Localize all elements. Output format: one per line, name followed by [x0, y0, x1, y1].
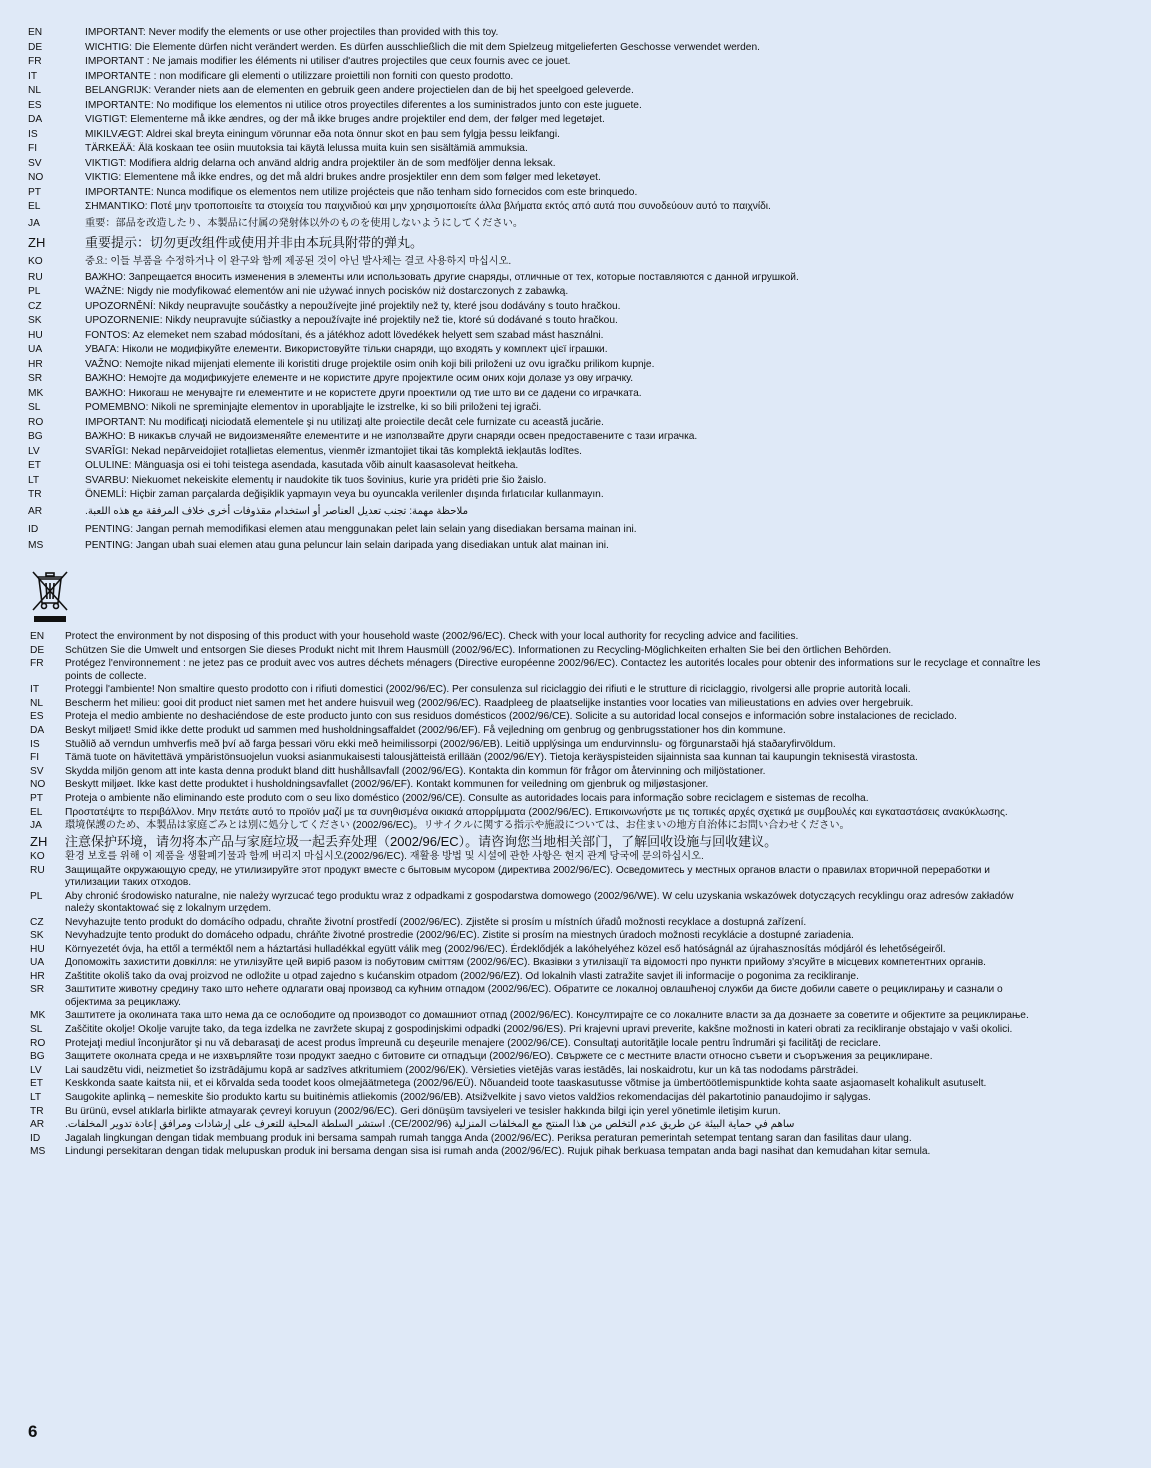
page-number: 6 [28, 1422, 38, 1441]
warning-row-text: ВАЖНО: Немојте да модификујете елементе и не користите друге пројектиле осим оних који долазе уз ову играчку. [85, 373, 634, 384]
language-code: FI [30, 752, 40, 764]
language-code: EL [28, 201, 41, 212]
language-code: SL [30, 1024, 43, 1036]
environment-row-text: Защитете околната среда и не изхвърляйте този продукт заедно с битовите си отпадъци (2002/96/EO). Свържете се с местните власти относно съвети и съоръжения за рециклиране. [65, 1051, 933, 1063]
language-code: PT [28, 186, 42, 198]
warning-row-sr [28, 372, 1128, 387]
environment-row-text: Nevyhazujte tento produkt do domácího odpadu, chraňte životní prostředí (2002/96/EC). Zjistěte si prosím u místních úřadů možnosti recyklace a dostupná zařízení. [65, 916, 807, 928]
environment-row-text: Lai saudzētu vidi, neizmetiet šo izstrādājumu kopā ar sadzīves atkritumiem (2002/96/EK). Vērsieties vietējās varas iestādēs, lai noskaidrotu, kur un kā tas nododams pārstrādei. [65, 1064, 859, 1076]
warning-row-text: ВАЖНО: Никогаш не менувајте ги елементите и не користете други проектили од тие што ви се дадени со играчката. [85, 387, 642, 399]
language-code: RO [28, 416, 44, 428]
warning-row-text: WAŻNE: Nigdy nie modyfikować elementów ani nie używać innych pocisków niż dostarczonych z zabawką. [85, 286, 569, 297]
environment-row-ua [30, 957, 1045, 969]
environment-row-sl [30, 1024, 1045, 1036]
environment-row-text: Proteja o ambiente não eliminando este produto com o seu lixo doméstico (2002/96/CE). Consulte as autoridades locais para informação sobre reciclagem e sistemas de recolha. [65, 792, 869, 804]
language-code: UA [28, 344, 43, 355]
environment-row-sk [30, 930, 1045, 942]
environment-row-text: Zaščitite okolje! Okolje varujte tako, da tega izdelka ne zavržete skupaj z gospodinjskimi odpadki (2002/96/ES). Pri krajevni upravi preverite, kakšne možnosti in kateri obrati za recikliranje obstajajo v vaši okolici. [65, 1024, 1013, 1036]
environment-list [30, 631, 1045, 1160]
language-code: LT [28, 474, 40, 486]
environment-row-no [30, 779, 1045, 791]
environment-row-text: 環境保護のため、本製品は家庭ごみとは別に処分してください (2002/96/EC)。リサイクルに関する指示や施設については、お住まいの地方自治体にお問い合わせください。 [65, 820, 850, 832]
language-code: KO [28, 255, 43, 267]
environment-row-text: Protect the environment by not disposing of this product with your household waste (2002/96/EC). Check with your local authority for recycling advice and facilities. [65, 631, 799, 642]
warning-row-text: ВАЖНО: В никакъв случай не видоизменяйте елементите и не използвайте други снаряди освен предоставените с тази играчка. [85, 431, 698, 442]
environment-row-ar [30, 1119, 1045, 1131]
warning-row-hr [28, 358, 1128, 373]
language-code: CZ [28, 300, 42, 312]
warning-row-ru [28, 271, 1128, 286]
environment-row-bg [30, 1051, 1045, 1063]
language-code: ET [28, 460, 42, 471]
warning-row-de [28, 41, 1128, 56]
language-code: BG [30, 1051, 45, 1063]
warning-row-ro [28, 416, 1128, 431]
environment-row-hr [30, 971, 1045, 983]
warning-row-text: ВАЖНО: Запрещается вносить изменения в элементы или использовать другие снаряды, отличные от тех, которые поставляются с данной игрушкой. [85, 271, 799, 283]
language-code: HR [28, 358, 43, 370]
language-code: SR [28, 373, 43, 384]
language-code: JA [30, 820, 42, 832]
environment-row-text: Proteja el medio ambiente no deshaciéndose de este producto junto con sus residuos domésticos (2002/96/CE). Solicite a su autoridad local consejos e información sobre instalaciones de reciclado. [65, 711, 957, 723]
language-code: NL [30, 697, 44, 709]
warning-row-ko [28, 253, 1128, 271]
environment-row-mk [30, 1010, 1045, 1022]
language-code: AR [28, 505, 43, 517]
language-code: BG [28, 431, 43, 442]
environment-row-text: 注意保护环境，请勿将本产品与家庭垃圾一起丢弃处理（2002/96/EC）。请咨询您当地相关部门，了解回收设施与回收建议。 [65, 833, 778, 849]
language-code: RU [28, 271, 43, 283]
language-code: SK [28, 315, 42, 326]
language-code: HR [30, 970, 45, 982]
language-code: SK [30, 930, 44, 942]
environment-row-text: Nevyhadzujte tento produkt do domáceho odpadu, chráňte životné prostredie (2002/96/EC). Zistite si prosím na miestnych úradoch možnosti recyklácie a dostupné zariadenia. [65, 930, 854, 942]
warning-row-text: ÖNEMLİ: Hiçbir zaman parçalarda değişiklik yapmayın veya bu oyuncakla verilenler dışında fırlatıcılar kullanmayın. [85, 489, 604, 500]
environment-row-text: Schützen Sie die Umwelt und entsorgen Sie dieses Produkt nicht mit Ihrem Hausmüll (2002/96/EC). Informationen zu Recycling-Möglichkeiten erhalten Sie bei den örtlichen Behörden. [65, 644, 892, 656]
warning-row-text: ملاحظة مهمة: تجنب تعديل العناصر أو استخدام مقذوفات أخرى خلاف المرفقة مع هذه اللعبة. [85, 505, 469, 517]
environment-row-de [30, 645, 1045, 657]
environment-row-ro [30, 1038, 1045, 1050]
environment-row-text: ساهم في حماية البيئة عن طريق عدم التخلص من هذا المنتج مع المخلفات المنزلية (CE/2002/96). استشر السلطة المحلية للتعرف على إرشادات ومرافق إعادة تدوير المخلفات. [65, 1119, 795, 1131]
environment-row-text: Lindungi persekitaran dengan tidak melupuskan produk ini bersama dengan sisa isi rumah anda (2002/96/EC). Rujuk pihak berkuasa tempatan anda bagi nasihat dan kemudahan kitar semula. [65, 1146, 931, 1158]
environment-row-sr [30, 984, 1045, 1009]
environment-row-text: Bu ürünü, evsel atıklarla birlikte atmayarak çevreyi koruyun (2002/96/EC). Geri dönüşüm tavsiyeleri ve tesisler hakkında bilgi için yerel yönetimle iletişim kurun. [65, 1105, 781, 1117]
warning-row-text: УВАГА: Ніколи не модифікуйте елементи. Використовуйте тільки снаряди, що входять у комплект цієї іграшки. [85, 344, 608, 355]
warning-row-text: BELANGRIJK: Verander niets aan de elementen en gebruik geen andere projectielen dan de bij het speelgoed geleverde. [85, 85, 634, 96]
environment-row-et [30, 1078, 1045, 1090]
language-code: FR [28, 56, 42, 67]
environment-row-text: Заштитете ја околината така што нема да се ослободите од производот со домашниот отпад (2002/96/EC). Консултирајте се со локалните власти за да дознаете за советите и објектите за рециклирање. [65, 1010, 1029, 1022]
warning-row-text: SVARĪGI: Nekad nepārveidojiet rotaļlietas elementus, vienmēr izmantojiet tikai tās komplektā iekļautās lodītes. [85, 445, 582, 457]
language-code: SL [28, 402, 41, 413]
warning-row-text: IMPORTANTE: No modifique los elementos ni utilice otros proyectiles diferentes a los suministrados junto con este juguete. [85, 99, 642, 111]
language-code: IS [30, 738, 40, 750]
language-code: EN [28, 27, 43, 38]
environment-row-el [30, 807, 1045, 819]
language-code: ZH [30, 833, 48, 849]
warning-row-text: VIKTIGT: Modifiera aldrig delarna och använd aldrig andra projektiler än de som medföljer denna leksak. [85, 157, 556, 169]
warning-row-text: 重要提示：切勿更改组件或使用并非由本玩具附带的弹丸。 [85, 234, 424, 250]
language-code: DA [30, 724, 45, 736]
warning-row-lv [28, 445, 1128, 460]
language-code: ZH [28, 234, 46, 250]
warning-row-mk [28, 387, 1128, 402]
language-code: ES [28, 99, 42, 111]
environment-row-text: Keskkonda saate kaitsta nii, et ei kõrvalda seda toodet koos olmejäätmetega (2002/96/EÜ). Nõuandeid toote taaskasutusse võtmise ja ümbertöötlemispunktide kohta saate asjaomaselt kohalikult asutuselt. [65, 1078, 987, 1090]
warning-list [28, 26, 1128, 553]
environment-row-text: Заштитите животну средину тако што нећете одлагати овај производ са кућним отпадом (2002/96/EC). Обратите се локалној овлашћеној служби да бисте добили савете о рециклирању и сазнали о објектима за рециклажу. [65, 984, 1003, 1008]
warning-row-text: IMPORTANT : Ne jamais modifier les éléments ni utiliser d'autres projectiles que ceux fournis avec ce jouet. [85, 56, 571, 67]
warning-row-text: PENTING: Jangan pernah memodifikasi elemen atau menggunakan pelet lain selain yang disediakan bersama mainan ini. [85, 523, 637, 535]
warning-row-es [28, 99, 1128, 114]
environment-row-pt [30, 793, 1045, 805]
warning-row-text: IMPORTANTE: Nunca modifique os elementos nem utilize projécteis que não tenham sido fornecidos com este brinquedo. [85, 186, 638, 198]
warning-row-text: WICHTIG: Die Elemente dürfen nicht verändert werden. Es dürfen ausschließlich die mit dem Spielzeug mitgelieferten Geschosse verwendet werden. [85, 41, 760, 53]
environment-row-cz [30, 917, 1045, 929]
warning-row-text: VAŽNO: Nemojte nikad mijenjati elemente ili koristiti druge projektile osim onih koji bili priloženi uz ovu igračku prilikom kupnje. [85, 358, 655, 370]
environment-row-lv [30, 1065, 1045, 1077]
warning-row-text: VIKTIG: Elementene må ikke endres, og det må aldri brukes andre prosjektiler enn dem som følger med leketøyet. [85, 172, 601, 183]
warning-row-text: MIKILVÆGT: Aldrei skal breyta einingum vörunnar eða nota önnur skot en þau sem fylgja þessu leikfangi. [85, 128, 560, 140]
language-code: HU [28, 329, 43, 341]
language-code: FR [30, 658, 44, 670]
language-code: TR [28, 489, 42, 500]
environment-row-ru [30, 865, 1045, 890]
language-code: LV [28, 445, 40, 457]
warning-row-text: SVARBU: Niekuomet nekeiskite elementų ir naudokite tik tuos šovinius, kurie yra pridėti prie šio žaislo. [85, 474, 547, 486]
warning-row-ja [28, 215, 1128, 233]
warning-row-cz [28, 300, 1128, 315]
environment-row-pl [30, 891, 1045, 916]
warning-row-text: 重要：部品を改造したり、本製品に付属の発射体以外のものを使用しないようにしてください。 [85, 217, 524, 229]
language-code: ES [30, 711, 44, 723]
warning-row-nl [28, 84, 1128, 99]
environment-row-en [30, 631, 1045, 643]
language-code: PL [30, 890, 43, 902]
warning-row-sl [28, 401, 1128, 416]
warning-row-it [28, 70, 1128, 85]
warning-row-text: POMEMBNO: Nikoli ne spreminjajte elementov in uporabljajte le izstrelke, ki so bili priloženi tej igrači. [85, 402, 542, 413]
language-code: SV [30, 765, 44, 777]
language-code: SR [30, 984, 45, 996]
environment-row-es [30, 711, 1045, 723]
language-code: RU [30, 864, 45, 876]
language-code: DE [28, 41, 43, 53]
environment-row-hu [30, 944, 1045, 956]
environment-row-text: Beskyt miljøet! Smid ikke dette produkt ud sammen med husholdningsaffaldet (2002/96/EF). Få vejledning om genbrug og genbrugsstationer hos din kommune. [65, 724, 786, 736]
language-code: ID [30, 1132, 41, 1144]
language-code: LV [30, 1064, 42, 1076]
environment-row-text: Защищайте окружающую среду, не утилизируйте этот продукт вместе с бытовым мусором (директива 2002/96/EC). Осведомитесь у местных органов власти о правилах вторичной переработки и утилизации таких отходов. [65, 864, 990, 888]
language-code: DE [30, 644, 45, 656]
environment-row-it [30, 684, 1045, 696]
warning-row-text: FONTOS: Az elemeket nem szabad módosítani, és a játékhoz adott lövedékek helyett sem szabad mást használni. [85, 329, 604, 341]
environment-row-tr [30, 1106, 1045, 1118]
warning-row-sv [28, 157, 1128, 172]
language-code: AR [30, 1119, 45, 1131]
environment-row-text: Protégez l'environnement : ne jetez pas ce produit avec vos autres déchets ménagers (Directive européenne 2002/96/EC). Contactez les autorités locales pour obtenir des informations sur le recyclage et connaître les points de collecte. [65, 658, 1041, 682]
environment-row-text: 환경 보호를 위해 이 제품을 생활폐기물과 함께 버리지 마십시오(2002/96/EC). 재활용 방법 및 시설에 관한 사항은 현지 관계 당국에 문의하십시오. [65, 850, 704, 862]
environment-row-da [30, 725, 1045, 737]
language-code: ID [28, 523, 39, 535]
language-code: TR [30, 1105, 44, 1117]
environment-row-is [30, 739, 1045, 751]
warning-row-ua [28, 343, 1128, 358]
warning-row-tr [28, 488, 1128, 503]
environment-row-text: Protejaţi mediul înconjurător şi nu vă debarasaţi de acest produs împreună cu deşeurile menajere (2002/96/CE). Consultaţi autorităţile locale pentru îndrumări şi facilităţi de reciclare. [65, 1037, 881, 1049]
warning-row-text: 중요: 이들 부품을 수정하거나 이 완구와 함께 제공된 것이 아닌 발사체는 결코 사용하지 마십시오. [85, 255, 512, 267]
language-code: IT [30, 684, 40, 696]
warning-row-hu [28, 329, 1128, 344]
language-code: LT [30, 1092, 42, 1104]
environment-row-id [30, 1133, 1045, 1145]
warning-row-text: IMPORTANT: Never modify the elements or use other projectiles than provided with this toy. [85, 27, 499, 38]
language-code: NO [30, 779, 46, 791]
environment-row-nl [30, 698, 1045, 710]
warning-row-et [28, 459, 1128, 474]
warning-row-text: PENTING: Jangan ubah suai elemen atau guna peluncur lain selain daripada yang disediakan untuk alat mainan ini. [85, 539, 609, 551]
environment-row-text: Bescherm het milieu: gooi dit product niet samen met het andere huisvuil weg (2002/96/EC). Raadpleeg de plaatselijke instanties voor locaties van milieustations en advies over hergebruik. [65, 697, 914, 709]
language-code: HU [30, 943, 45, 955]
environment-row-ms [30, 1146, 1045, 1158]
warning-row-no [28, 171, 1128, 186]
language-code: MS [28, 539, 44, 551]
environment-row-fr [30, 658, 1045, 683]
environment-row-text: Tämä tuote on hävitettävä ympäristönsuojelun vuoksi asianmukaisesti talousjätteistä erillään (2002/96/EY). Tietoja keräyspisteiden sijainnista saa kunnan tai kaupungin teknisestä virastosta. [65, 752, 918, 764]
environment-row-sv [30, 766, 1045, 778]
warning-row-fr [28, 55, 1128, 70]
language-code: ET [30, 1078, 44, 1090]
language-code: KO [30, 850, 45, 862]
language-code: FI [28, 143, 38, 154]
warning-row-text: UPOZORNĚNÍ: Nikdy neupravujte součástky a nepoužívejte jiné projektily než ty, které jsou dodávány s touto hračkou. [85, 300, 621, 312]
language-code: EL [30, 806, 43, 818]
warning-row-fi [28, 142, 1128, 157]
language-code: MK [28, 387, 44, 399]
warning-row-ms [28, 539, 1128, 554]
environment-row-lt [30, 1092, 1045, 1104]
environment-row-fi [30, 752, 1045, 764]
language-code: PL [28, 286, 41, 297]
language-code: CZ [30, 916, 44, 928]
language-code: UA [30, 957, 45, 969]
warning-row-text: IMPORTANT: Nu modificaţi niciodată elementele şi nu utilizaţi alte proiectile decât cele furnizate cu această jucărie. [85, 416, 604, 428]
warning-row-lt [28, 474, 1128, 489]
environment-row-text: Jagalah lingkungan dengan tidak membuang produk ini bersama sampah rumah tangga Anda (2002/96/EC). Periksa peraturan pemerintah setempat tentang saran dan fasilitas daur ulang. [65, 1132, 912, 1144]
environment-row-ko [30, 851, 1045, 863]
warning-row-text: UPOZORNENIE: Nikdy neupravujte súčiastky a nepoužívajte iné projektily než tie, ktoré sú dodávané s touto hračkou. [85, 315, 618, 326]
warning-row-text: VIGTIGT: Elementerne må ikke ændres, og der må ikke bruges andre projektiler end dem, der følger med legetøjet. [85, 114, 605, 125]
environment-row-text: Допоможіть захистити довкілля: не утилізуйте цей виріб разом із побутовим сміттям (2002/96/EC). Вказівки з утилізації та відомості про пункти прийому з'ясуйте в місцевих компетентних органів. [65, 957, 986, 969]
environment-row-text: Proteggi l'ambiente! Non smaltire questo prodotto con i rifiuti domestici (2002/96/EC). Per consulenza sul riciclaggio dei rifiuti e le strutture di riciclaggio, rivolgersi alle proprie autorità locali. [65, 684, 911, 696]
warning-row-text: TÄRKEÄÄ: Älä koskaan tee osiin muutoksia tai käytä lelussa muita kuin sen sisältämiä ammuksia. [85, 143, 528, 154]
warning-row-sk [28, 314, 1128, 329]
environment-row-text: Stuðlið að verndun umhverfis með því að farga þessari vöru ekki með heimilissorpi (2002/96/EB). Leitið upplýsinga um endurvinnslu- og förgunarstaði hjá staðaryfirvöldum. [65, 738, 836, 750]
language-code: PT [30, 792, 44, 804]
language-code: MS [30, 1146, 46, 1158]
environment-row-text: Környezetét óvja, ha ettől a terméktől nem a háztartási hulladékkal együtt válik meg (2002/96/EC). Érdeklődjék a lakóhelyéhez közel eső hatóságnál az újrahasznosítás módjáról és lehetőségeiről. [65, 943, 946, 955]
language-code: SV [28, 157, 42, 169]
environment-row-text: Beskytt miljøet. Ikke kast dette produktet i husholdningsavfallet (2002/96/EF). Kontakt kommunen for veiledning om gjenbruk og miljøstasjoner. [65, 779, 709, 791]
language-code: DA [28, 114, 43, 125]
environment-row-text: Προστατέψτε το περιβάλλον. Μην πετάτε αυτό το προϊόν μαζί με τα συνηθισμένα οικιακά απορρίμματα (2002/96/EC). Επικοινωνήστε με τις τοπικές αρχές σχετικά με συμβουλές και εγκαταστάσεις ανακύκλωσης. [65, 806, 1008, 818]
environment-row-ja [30, 820, 1045, 832]
language-code: JA [28, 217, 40, 229]
language-code: NO [28, 172, 44, 183]
warning-row-pl [28, 285, 1128, 300]
language-code: EN [30, 631, 45, 642]
language-code: MK [30, 1010, 46, 1022]
warning-row-bg [28, 430, 1128, 445]
language-code: RO [30, 1037, 46, 1049]
warning-row-text: ΣΗΜΑΝΤΙΚΟ: Ποτέ μην τροποποιείτε τα στοιχεία του παιχνιδιού και μην χρησιμοποιείτε άλλα βλήματα εκτός από αυτά που συνοδεύουν αυτό το παιχνίδι. [85, 201, 771, 212]
warning-row-ar [28, 503, 1128, 521]
warning-row-is [28, 128, 1128, 143]
warning-row-da [28, 113, 1128, 128]
warning-row-text: OLULINE: Mänguasja osi ei tohi teistega asendada, kasutada võib ainult kaasasolevat heitkeha. [85, 460, 519, 471]
language-code: IS [28, 128, 38, 140]
environment-row-text: Saugokite aplinką – nemeskite šio produkto kartu su buitinėmis atliekomis (2002/96/EB). Atsižvelkite į savo vietos valdžios rekomendacijas dėl pakartotinio panaudojimo ir sąlygas. [65, 1092, 871, 1104]
warning-row-en [28, 26, 1128, 41]
warning-row-text: IMPORTANTE : non modificare gli elementi o utilizzare proiettili non forniti con questo prodotto. [85, 70, 514, 82]
language-code: IT [28, 70, 38, 82]
environment-row-text: Aby chronić środowisko naturalne, nie należy wyrzucać tego produktu wraz z odpadkami z gospodarstwa domowego (2002/96/WE). W celu uzyskania wskazówek dotyczących recyklingu oraz adresów zakładów należy skontaktować się z lokalnym urzędem. [65, 890, 1014, 914]
language-code: NL [28, 85, 42, 96]
warning-row-pt [28, 186, 1128, 201]
warning-row-zh [28, 233, 1128, 253]
warning-row-el [28, 200, 1128, 215]
crossed-out-wheelie-bin-icon [30, 570, 70, 624]
environment-row-text: Zaštitite okoliš tako da ovaj proizvod ne odložite u otpad zajedno s kućanskim otpadom (2002/96/EZ). Od lokalnih vlasti zatražite savjet ili informacije o pogonima za recikliranje. [65, 970, 859, 982]
environment-row-text: Skydda miljön genom att inte kasta denna produkt bland ditt hushållsavfall (2002/96/EG). Kontakta din kommun för frågor om återvinning och miljöstationer. [65, 765, 766, 777]
warning-row-id [28, 521, 1128, 539]
environment-row-zh [30, 834, 1045, 850]
